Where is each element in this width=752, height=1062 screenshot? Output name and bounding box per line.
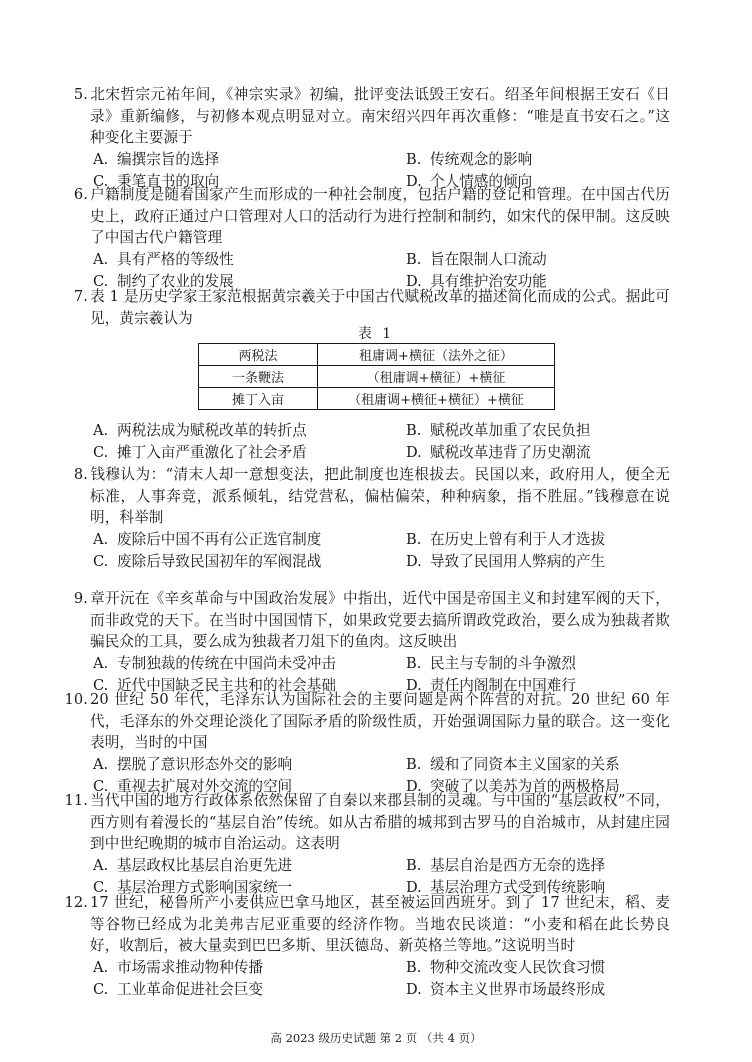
- option-d: D. 赋税改革违背了历史潮流: [406, 443, 591, 461]
- table-cell: 一条鞭法: [199, 366, 318, 388]
- question-stem: 9. 章开沅在《辛亥革命与中国政治发展》中指出，近代中国是帝国主义和封建军阀的天下，而非政党的天下。在当时中国国情下，如果政党要去搞所谓政党政治，要么成为独裁者欺骗民众的工具，要么成为独裁者刀俎下的鱼肉。这反映出: [90, 588, 670, 653]
- option-b: B. 基层自治是西方无奈的选择: [406, 856, 606, 874]
- option-c: C. 工业革命促进社会巨变: [93, 980, 263, 998]
- option-a: A. 专制独裁的传统在中国尚未受冲击: [93, 654, 336, 672]
- question-number: 11.: [64, 792, 88, 809]
- options: [90, 957, 670, 1001]
- question-stem: 10. 20 世纪 50 年代，毛泽东认为国际社会的主要问题是两个阵营的对抗。20 世纪 60 年代，毛泽东的外交理论淡化了国际矛盾的阶级性质，开始强调国际力量的联合。这一变化表明，当时的中国: [90, 689, 670, 754]
- table-cell: （租庸调+横征+横征）+横征: [318, 388, 555, 410]
- question-stem: 7. 表 1 是历史学家王家范根据黄宗羲关于中国古代赋税改革的描述简化而成的公式。据此可见，黄宗羲认为: [90, 286, 670, 329]
- table-cell: 租庸调+横征（法外之征）: [318, 344, 555, 366]
- option-c: C. 制约了农业的发展: [93, 272, 234, 290]
- table-cell: 摊丁入亩: [199, 388, 318, 410]
- question-8: [73, 464, 670, 572]
- question-stem: 6. 户籍制度是随着国家产生而形成的一种社会制度，包括户籍的登记和管理。在中国古代历史上，政府正通过户口管理对人口的活动行为进行控制和制约，如宋代的保甲制。这反映了中国古代户籍管理: [90, 184, 670, 249]
- question-6: [73, 184, 670, 292]
- table-cell: （租庸调+横征）+横征: [318, 366, 555, 388]
- option-a: A. 具有严格的等级性: [93, 250, 234, 268]
- question-12: [64, 892, 670, 1000]
- option-a: A. 摆脱了意识形态外交的影响: [93, 755, 293, 773]
- option-b: B. 旨在限制人口流动: [406, 250, 547, 268]
- option-b: B. 赋税改革加重了农民负担: [406, 422, 591, 439]
- question-stem: 5. 北宋哲宗元祐年间，《神宗实录》初编，批评变法诋毁王安石。绍圣年间根据王安石《日录》重新编修，与初修本观点明显对立。南宋绍兴四年再次重修：“唯是直书安石之。”这种变化主要源于: [90, 84, 670, 149]
- option-c: C. 近代中国缺乏民主共和的社会基础: [93, 676, 336, 694]
- option-c: C. 摊丁入亩严重激化了社会矛盾: [93, 443, 307, 461]
- option-b: B. 缓和了同资本主义国家的关系: [406, 755, 620, 773]
- option-a: A. 两税法成为赋税改革的转折点: [93, 422, 307, 439]
- option-d: D. 责任内阁制在中国难行: [406, 676, 576, 694]
- option-b: B. 传统观念的影响: [406, 150, 533, 168]
- option-a: A. 基层政权比基层自治更先进: [93, 856, 293, 874]
- question-number: 6.: [73, 186, 88, 203]
- question-9: [73, 588, 670, 696]
- option-c: C. 重视去扩展对外交流的空间: [93, 777, 293, 795]
- option-c: C. 废除后导致民国初年的军阀混战: [93, 552, 322, 570]
- page-footer: 高 2023 级历史试题 第 2 页 （共 4 页）: [270, 1031, 482, 1045]
- option-a: A. 废除后中国不再有公正选官制度: [93, 530, 322, 548]
- option-d: D. 导致了民国用人弊病的产生: [406, 552, 606, 570]
- table-cell: 两税法: [199, 344, 318, 366]
- table-caption: 表 1: [357, 326, 395, 342]
- question-number: 5.: [73, 86, 88, 103]
- option-c: C. 秉笔直书的取向: [93, 172, 220, 190]
- option-b: B. 物种交流改变人民饮食习惯: [406, 958, 606, 976]
- question-10: [64, 689, 670, 797]
- option-d: D. 基层治理方式受到传统影响: [406, 878, 606, 896]
- option-d: D. 具有维护治安功能: [406, 272, 547, 290]
- option-a: A. 编撰宗旨的选择: [93, 150, 220, 168]
- table-row: [199, 344, 555, 366]
- question-stem: 12. 17 世纪，秘鲁所产小麦供应巴拿马地区，甚至被运回西班牙。到了 17 世纪末，稻、麦等谷物已经成为北美弗吉尼亚重要的经济作物。当地农民谈道：“小麦和稻在此长势良好，收割后，被大量卖到巴巴多斯、里沃德岛、新英格兰等地。”这说明当时: [90, 892, 670, 957]
- question-11: [64, 790, 670, 898]
- options: [90, 529, 670, 573]
- option-b: B. 民主与专制的斗争激烈: [406, 654, 576, 672]
- tax-formula-table: [198, 343, 555, 410]
- question-number: 7.: [73, 288, 88, 305]
- question-stem: 11. 当代中国的地方行政体系依然保留了自秦以来郡县制的灵魂。与中国的“基层政权”不同，西方则有着漫长的“基层自治”传统。如从古希腊的城邦到古罗马的自治城市，从封建庄园到中世纪晚期的城市自治运动。这表明: [90, 790, 670, 855]
- question-number: 8.: [73, 466, 88, 483]
- option-d: D. 资本主义世界市场最终形成: [406, 980, 606, 998]
- option-c: C. 基层治理方式影响国家统一: [93, 878, 293, 896]
- options: [90, 420, 670, 464]
- question-5: [73, 84, 670, 192]
- question-7-options: [90, 420, 670, 464]
- option-b: B. 在历史上曾有利于人才选拔: [406, 530, 606, 548]
- option-d: D. 个人情感的倾向: [406, 172, 533, 190]
- question-number: 12.: [64, 894, 88, 911]
- table-row: [199, 388, 555, 410]
- table-row: [199, 366, 555, 388]
- question-stem: 8. 钱穆认为：“清末人却一意想变法，把此制度也连根拔去。民国以来，政府用人，便全无标准，人事奔竞，派系倾轧，结党营私，偏枯偏荣，种种病象，指不胜屈。”钱穆意在说明，科举制: [90, 464, 670, 529]
- question-number: 9.: [73, 590, 88, 607]
- option-d: D. 突破了以美苏为首的两极格局: [406, 777, 620, 795]
- option-a: A. 市场需求推动物种传播: [93, 958, 263, 976]
- question-number: 10.: [64, 691, 88, 708]
